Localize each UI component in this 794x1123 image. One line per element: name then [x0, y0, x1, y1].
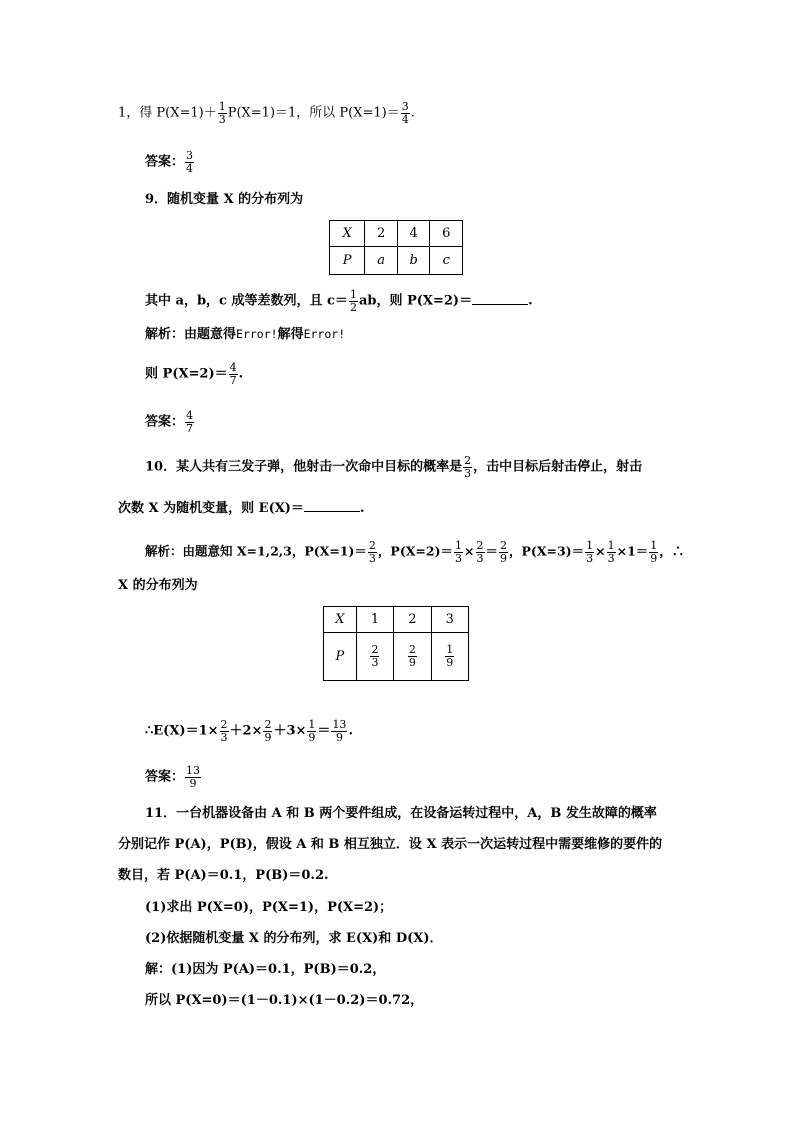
question-10-stem-cont — [118, 501, 365, 515]
text: ，∴ — [659, 543, 685, 559]
numerator: 2 — [371, 643, 379, 657]
text: ×1＝ — [616, 543, 649, 559]
solution-q11-line-2: 所以 P(X=0)＝(1－0.1)×(1－0.2)＝0.72， — [145, 993, 424, 1008]
error-text: Error! — [303, 327, 346, 341]
question-9-condition — [145, 289, 533, 313]
denominator: 2 — [349, 300, 357, 314]
question-11-part-1: (1)求出 P(X=0)，P(X=1)，P(X=2)； — [145, 900, 393, 915]
fraction — [445, 644, 454, 668]
numerator: 4 — [186, 409, 194, 422]
table-cell — [431, 633, 468, 681]
fraction — [370, 644, 379, 668]
fraction — [185, 150, 194, 174]
text: P(X=1)＝1，所以 P(X=1)＝ — [227, 105, 400, 121]
question-11-part-2: (2)依据随机变量 X 的分布列，求 E(X)和 D(X)． — [145, 931, 443, 946]
numerator: 2 — [264, 718, 272, 731]
denominator: 4 — [401, 112, 409, 126]
text: 1，得 P(X=1)＋ — [118, 105, 217, 121]
table-cell: 6 — [430, 221, 463, 247]
fraction — [585, 540, 594, 564]
distribution-intro-q10: X 的分布列为 — [118, 578, 198, 593]
numerator: 2 — [500, 539, 508, 552]
question-11-line-1: 11．一台机器设备由 A 和 B 两个要件组成，在设备运转过程中，A，B 发生故障的概率 — [145, 806, 657, 821]
numerator: 1 — [586, 539, 594, 552]
denominator: 9 — [264, 730, 272, 744]
question-10-stem — [145, 455, 642, 479]
fraction — [307, 719, 316, 743]
numerator: 3 — [186, 149, 194, 162]
text: ＝ — [485, 543, 499, 559]
solution-q9 — [145, 328, 345, 341]
text: ab，则 P(X=2)＝ — [358, 293, 473, 309]
table-cell: a — [365, 247, 398, 275]
table-cell: X — [324, 607, 357, 633]
denominator: 9 — [308, 730, 316, 744]
denominator: 7 — [229, 373, 237, 387]
table-cell: b — [397, 247, 430, 275]
answer-q10 — [145, 765, 202, 789]
table-cell: P — [324, 633, 357, 681]
table-cell: 1 — [356, 607, 393, 633]
table-cell: X — [330, 221, 365, 247]
denominator: 3 — [607, 551, 615, 565]
fraction — [476, 540, 485, 564]
fraction — [499, 540, 508, 564]
fraction — [263, 719, 272, 743]
numerator: 13 — [332, 718, 347, 731]
numerator: 4 — [229, 361, 237, 374]
numerator: 1 — [455, 539, 463, 552]
distribution-table-q9 — [329, 220, 463, 275]
answer-blank — [304, 501, 360, 512]
text: 次数 X 为随机变量，则 E(X)＝ — [118, 501, 304, 516]
numerator: 2 — [408, 643, 416, 657]
table-cell: c — [430, 247, 463, 275]
fraction — [607, 540, 616, 564]
fraction — [331, 719, 347, 743]
denominator: 3 — [368, 551, 376, 565]
answer-line-q8 — [118, 101, 415, 125]
denominator: 7 — [186, 421, 194, 435]
fraction — [463, 455, 472, 479]
answer-q9 — [145, 410, 195, 434]
text: ∴E(X)＝1× — [145, 723, 219, 739]
numerator: 2 — [476, 539, 484, 552]
numerator: 2 — [368, 539, 376, 552]
denominator: 3 — [218, 112, 226, 126]
text: ，P(X=2)＝ — [377, 543, 454, 559]
table-cell — [356, 633, 393, 681]
table-cell: 3 — [431, 607, 468, 633]
numerator: 1 — [308, 718, 316, 731]
answer-label: 答案： — [145, 769, 185, 785]
question-11-line-3: 数目，若 P(A)＝0.1，P(B)＝0.2. — [118, 868, 329, 883]
table-cell: P — [330, 247, 365, 275]
distribution-table-q10 — [323, 606, 469, 681]
denominator: 9 — [189, 776, 197, 790]
text: × — [464, 543, 475, 559]
fraction — [218, 101, 227, 125]
denominator: 9 — [446, 656, 454, 669]
denominator: 3 — [220, 730, 228, 744]
answer-label: 答案： — [145, 414, 185, 430]
text: 则 P(X=2)＝ — [145, 366, 228, 382]
numerator: 1 — [218, 100, 226, 113]
denominator: 9 — [500, 551, 508, 565]
text: ，击中目标后射击停止，射击 — [473, 459, 643, 475]
denominator: 3 — [371, 656, 379, 669]
text: ＋3× — [273, 723, 307, 739]
numerator: 1 — [607, 539, 615, 552]
text: . — [359, 501, 365, 516]
text: . — [528, 293, 533, 309]
denominator: 9 — [408, 656, 416, 669]
numerator: 1 — [349, 288, 357, 301]
numerator: 2 — [220, 718, 228, 731]
fraction — [649, 540, 658, 564]
table-cell: 4 — [397, 221, 430, 247]
numerator: 13 — [186, 764, 201, 777]
denominator: 4 — [186, 161, 194, 175]
fraction — [185, 410, 194, 434]
text: . — [348, 723, 353, 739]
text: × — [595, 543, 606, 559]
answer-label: 答案： — [145, 154, 185, 170]
numerator: 3 — [401, 100, 409, 113]
fraction — [454, 540, 463, 564]
numerator: 1 — [446, 643, 454, 657]
expectation-q10 — [145, 719, 353, 743]
text: 解析：由题意知 X=1,2,3，P(X=1)＝ — [145, 543, 367, 559]
text: ＋2× — [229, 723, 263, 739]
error-text: Error! — [236, 327, 278, 341]
denominator: 3 — [586, 551, 594, 565]
fraction — [408, 644, 417, 668]
denominator: 3 — [455, 551, 463, 565]
fraction — [220, 719, 229, 743]
numerator: 1 — [650, 539, 658, 552]
fraction — [229, 362, 238, 386]
solution-q11-line-1: 解：(1)因为 P(A)＝0.1，P(B)＝0.2， — [145, 962, 386, 977]
answer-q8 — [145, 150, 195, 174]
text: . — [410, 105, 415, 121]
text: ＝ — [317, 723, 331, 739]
numerator: 2 — [464, 454, 472, 467]
fraction — [368, 540, 377, 564]
denominator: 9 — [650, 551, 658, 565]
text: ，P(X=3)＝ — [509, 543, 585, 559]
text: 解析：由题意得 — [145, 327, 237, 342]
table-cell: 2 — [394, 607, 431, 633]
table-cell — [394, 633, 431, 681]
solution-q10 — [145, 540, 684, 564]
question-11-line-2: 分别记作 P(A)，P(B)，假设 A 和 B 相互独立．设 X 表示一次运转过程中需要维修的要件的 — [118, 837, 663, 852]
denominator: 9 — [335, 730, 343, 744]
table-cell: 2 — [365, 221, 398, 247]
answer-blank — [472, 294, 528, 305]
result-q9 — [145, 362, 243, 386]
text: 10．某人共有三发子弹，他射击一次命中目标的概率是 — [145, 459, 463, 475]
fraction — [349, 289, 358, 313]
text: . — [238, 366, 244, 382]
text: 其中 a，b，c 成等差数列，且 c＝ — [145, 293, 348, 309]
fraction — [401, 101, 410, 125]
denominator: 3 — [464, 466, 472, 480]
question-9-stem: 9．随机变量 X 的分布列为 — [145, 192, 304, 207]
denominator: 3 — [476, 551, 484, 565]
text: 解得 — [277, 327, 304, 342]
fraction — [185, 765, 201, 789]
